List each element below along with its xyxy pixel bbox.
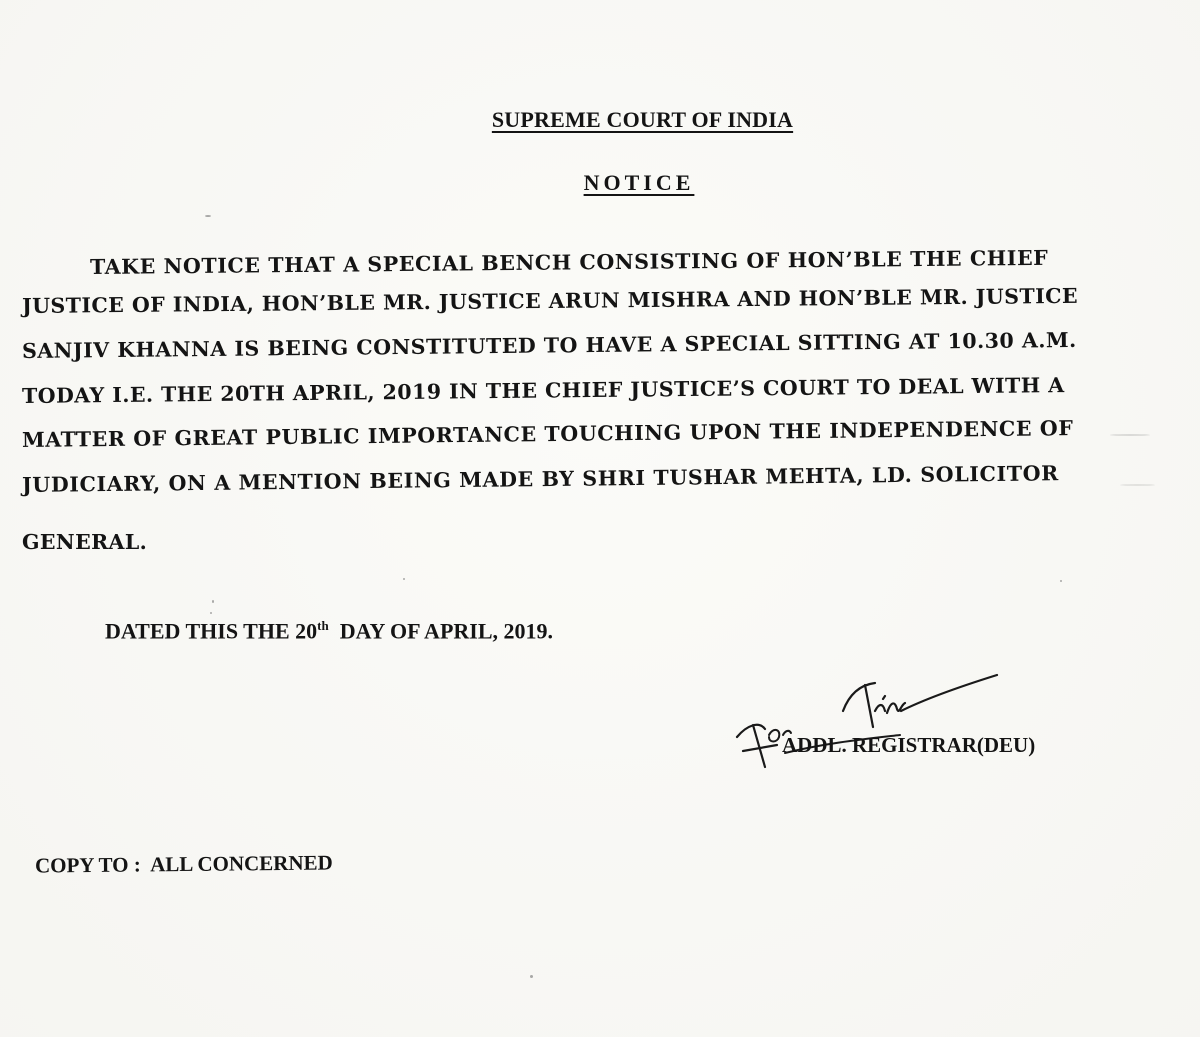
dated-line: [105, 618, 553, 644]
body-line-7: GENERAL.: [22, 530, 148, 554]
court-title: SUPREME COURT OF INDIA: [491, 107, 794, 132]
dated-prefix: DATED THIS THE 20: [105, 618, 318, 644]
scan-speck: [1060, 580, 1062, 582]
body-line-6: JUDICIARY, ON A MENTION BEING MADE BY SHRI TUSHAR MEHTA, LD. SOLICITOR: [21, 461, 1059, 497]
body-line-5: MATTER OF GREAT PUBLIC IMPORTANCE TOUCHING UPON THE INDEPENDENCE OF: [21, 416, 1074, 452]
dated-ordinal: th: [317, 618, 329, 633]
scan-speck: [1110, 434, 1150, 436]
scan-speck: [205, 215, 211, 217]
scan-speck: [403, 578, 405, 580]
signatory-title: ADDL. REGISTRAR(DEU): [782, 733, 1036, 757]
scan-speck: [210, 612, 212, 614]
body-line-2: JUSTICE OF INDIA, HON’BLE MR. JUSTICE ARUN MISHRA AND HON’BLE MR. JUSTICE: [21, 283, 1079, 318]
scan-speck: [1120, 484, 1155, 486]
body-line-3: SANJIV KHANNA IS BEING CONSTITUTED TO HAVE A SPECIAL SITTING AT 10.30 A.M.: [21, 327, 1077, 363]
copy-to-line: COPY TO : ALL CONCERNED: [34, 850, 333, 878]
body-line-1: TAKE NOTICE THAT A SPECIAL BENCH CONSISTING OF HON’BLE THE CHIEF: [89, 245, 1049, 279]
dated-suffix: DAY OF APRIL, 2019.: [328, 618, 553, 644]
body-line-4: TODAY I.E. THE 20TH APRIL, 2019 IN THE CHIEF JUSTICE’S COURT TO DEAL WITH A: [21, 373, 1065, 408]
scan-speck: [212, 600, 214, 603]
notice-title: NOTICE: [583, 170, 695, 195]
scan-speck: [530, 975, 533, 978]
